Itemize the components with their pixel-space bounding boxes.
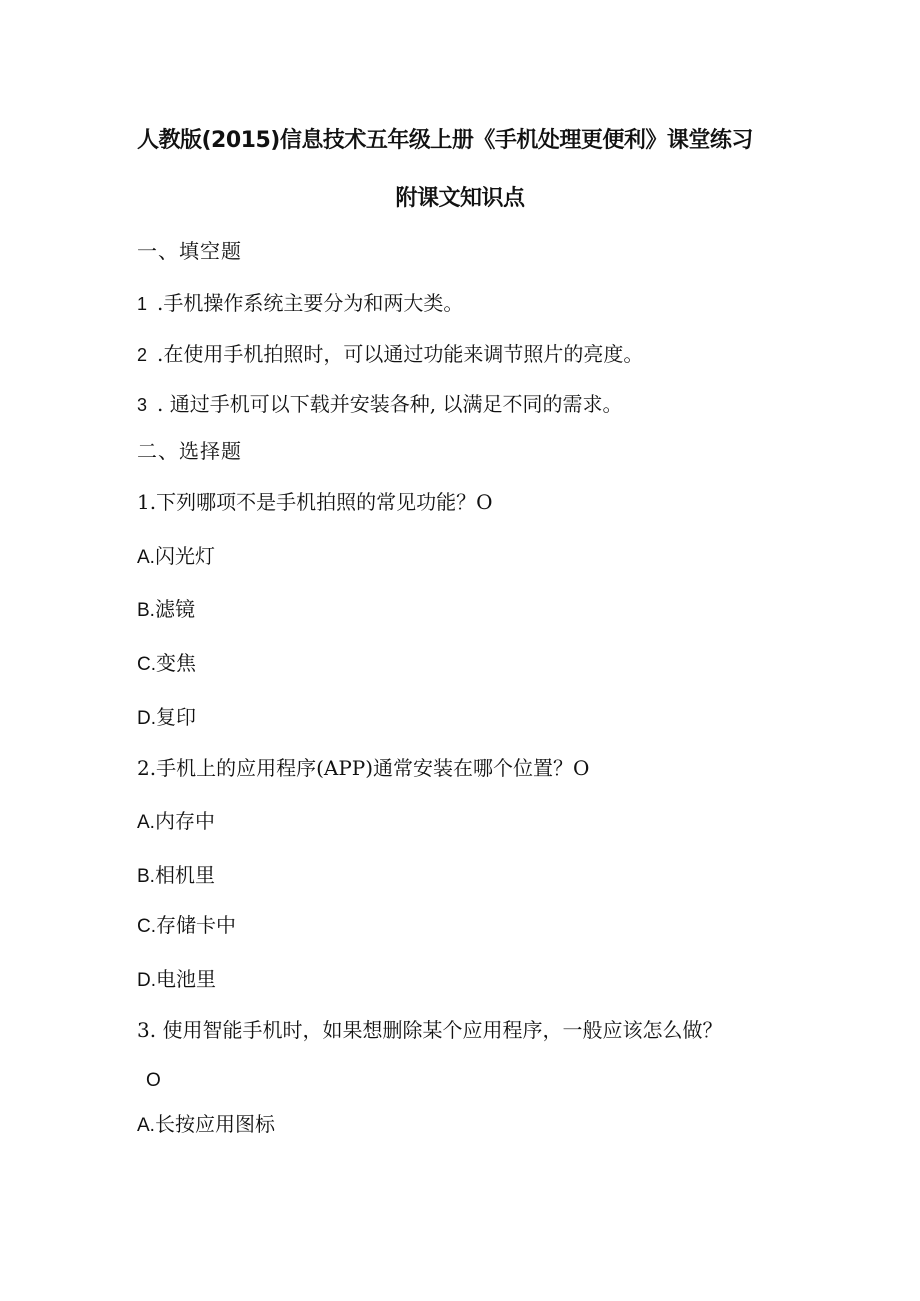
item-number: 3 [137, 395, 148, 415]
option-letter: C. [137, 654, 156, 675]
fill-in-item-2 [137, 341, 643, 368]
item-text: .手机操作系统主要分为和两大类。 [157, 291, 464, 315]
option-text: 闪光灯 [154, 544, 215, 568]
fill-in-item-3 [137, 391, 622, 418]
question-3-option-a [137, 1111, 275, 1139]
question-1-option-a [137, 543, 215, 571]
question-1-stem: 1.下列哪项不是手机拍照的常见功能？O [137, 490, 493, 514]
option-letter: B. [137, 600, 155, 621]
option-letter: C. [137, 916, 156, 937]
section-heading-multiple-choice: 二、选择题 [137, 439, 242, 463]
option-letter: D. [137, 708, 156, 729]
question-1-option-b [137, 596, 195, 624]
option-text: 电池里 [156, 967, 216, 991]
option-text: 相机里 [154, 863, 215, 887]
option-text: 内存中 [154, 809, 215, 833]
option-letter: A. [137, 1115, 155, 1136]
item-text: .在使用手机拍照时，可以通过功能来调节照片的亮度。 [157, 342, 644, 366]
question-1-option-c [137, 650, 196, 678]
item-number: 2 [137, 345, 148, 365]
question-2-option-a [137, 808, 215, 836]
question-2-option-c [137, 912, 236, 940]
option-text: 长按应用图标 [154, 1112, 275, 1136]
option-text: 滤镜 [154, 597, 195, 621]
document-title-line1: 人教版(2015)信息技术五年级上册《手机处理更便利》课堂练习 [137, 128, 753, 153]
question-2-option-d [137, 966, 216, 994]
option-letter: B. [137, 866, 155, 887]
question-3-answer-marker: O [146, 1070, 161, 1091]
option-letter: D. [137, 970, 156, 991]
option-letter: A. [137, 547, 155, 568]
question-2-stem: 2.手机上的应用程序(APP)通常安装在哪个位置？O [137, 756, 590, 780]
fill-in-item-1 [137, 290, 463, 317]
section-heading-fill-in: 一、填空题 [137, 239, 242, 263]
document-title-line2: 附课文知识点 [395, 186, 525, 211]
option-text: 存储卡中 [156, 913, 236, 937]
question-1-option-d [137, 704, 196, 732]
item-text: . 通过手机可以下载并安装各种, 以满足不同的需求。 [157, 392, 623, 416]
question-2-option-b [137, 862, 215, 890]
question-3-stem: 3. 使用智能手机时，如果想删除某个应用程序，一般应该怎么做？ [137, 1018, 723, 1042]
option-text: 复印 [156, 705, 196, 729]
option-text: 变焦 [156, 651, 196, 675]
item-number: 1 [137, 294, 148, 314]
option-letter: A. [137, 812, 155, 833]
